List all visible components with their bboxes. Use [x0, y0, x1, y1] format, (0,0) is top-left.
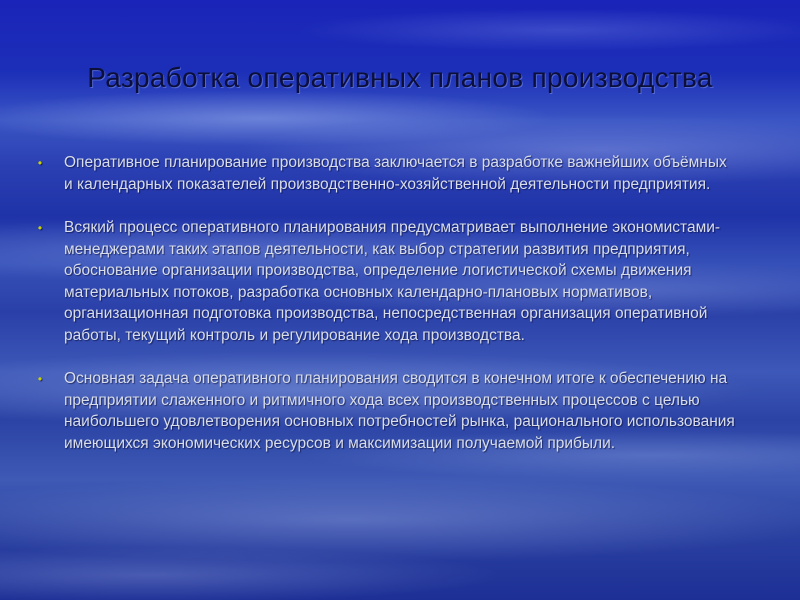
- bullet-marker-icon: •: [37, 156, 43, 170]
- bullet-text: Всякий процесс оперативного планирования предусматривает выполнение экономистами-менеджерами таких этапов деятельности, как выбор стратегии развития предприятия, обоснование организации производства, определение логистической схемы движения материальных потоков, разработка основных календарно-плановых нормативов, организационная подготовка производства, непосредственная организация оперативной работы, текущий контроль и регулирование хода производства.: [64, 219, 721, 344]
- slide-title: Разработка оперативных планов производства: [87, 62, 713, 93]
- bullet-marker-icon: •: [37, 372, 43, 386]
- bullet-item: [36, 368, 736, 454]
- bullet-text: Основная задача оперативного планирования сводится в конечном итоге к обеспечению на предприятии слаженного и ритмичного хода всех производственных процессов с целью наибольшего удовлетворения основных потребностей рынка, рационального использования имеющихся экономических ресурсов и максимизации получаемой прибыли.: [64, 370, 735, 452]
- bullet-item: [36, 152, 736, 195]
- bullet-item: [36, 217, 736, 346]
- bullet-list: [36, 152, 736, 454]
- bullet-text: Оперативное планирование производства заключается в разработке важнейших объёмных и календарных показателей производственно-хозяйственной деятельности предприятия.: [64, 154, 727, 193]
- bullet-marker-icon: •: [37, 221, 43, 235]
